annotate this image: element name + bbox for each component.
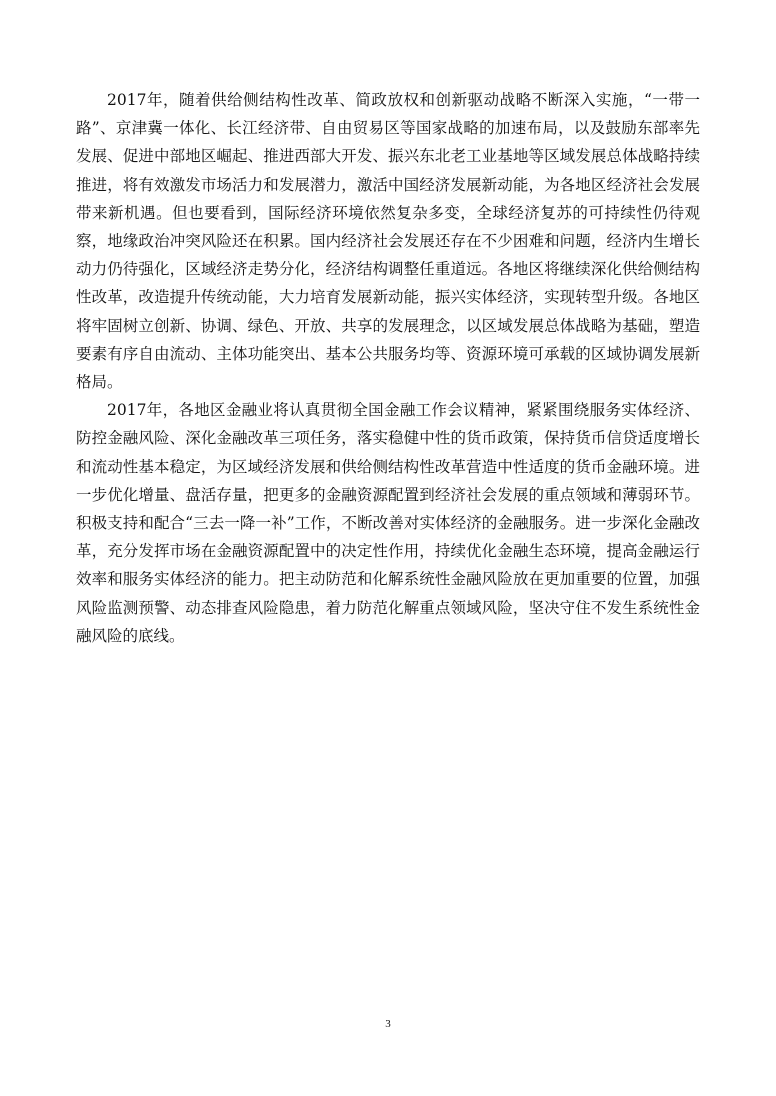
paragraph-outlook-economy: 2017年，随着供给侧结构性改革、简政放权和创新驱动战略不断深入实施，“一带一路”、京津冀一体化、长江经济带、自由贸易区等国家战略的加速布局，以及鼓励东部率先发展、促进中部地区崛起、推进西部大开发、振兴东北老工业基地等区域发展总体战略持续推进，将有效激发市场活力和发展潜力，激活中国经济发展新动能，为各地区经济社会发展带来新机遇。但也要看到，国际经济环境依然复杂多变，全球经济复苏的可持续性仍待观察，地缘政治冲突风险还在积累。国内经济社会发展还存在不少困难和问题，经济内生增长动力仍待强化，区域经济走势分化，经济结构调整任重道远。各地区将继续深化供给侧结构性改革，改造提升传统动能，大力培育发展新动能，振兴实体经济，实现转型升级。各地区将牢固树立创新、协调、绿色、开放、共享的发展理念，以区域发展总体战略为基础，塑造要素有序自由流动、主体功能突出、基本公共服务均等、资源环境可承载的区域协调发展新格局。 xyxy=(76,91,700,392)
page-number: 3 xyxy=(385,1018,391,1030)
document-body xyxy=(76,86,700,650)
paragraph-outlook-finance: 2017年，各地区金融业将认真贯彻全国金融工作会议精神，紧紧围绕服务实体经济、防控金融风险、深化金融改革三项任务，落实稳健中性的货币政策，保持货币信贷适度增长和流动性基本稳定，为区域经济发展和供给侧结构性改革营造中性适度的货币金融环境。进一步优化增量、盘活存量，把更多的金融资源配置到经济社会发展的重点领域和薄弱环节。积极支持和配合“三去一降一补”工作，不断改善对实体经济的金融服务。进一步深化金融改革，充分发挥市场在金融资源配置中的决定性作用，持续优化金融生态环境，提高金融运行效率和服务实体经济的能力。把主动防范和化解系统性金融风险放在更加重要的位置，加强风险监测预警、动态排查风险隐患，着力防范化解重点领域风险，坚决守住不发生系统性金融风险的底线。 xyxy=(76,401,700,645)
